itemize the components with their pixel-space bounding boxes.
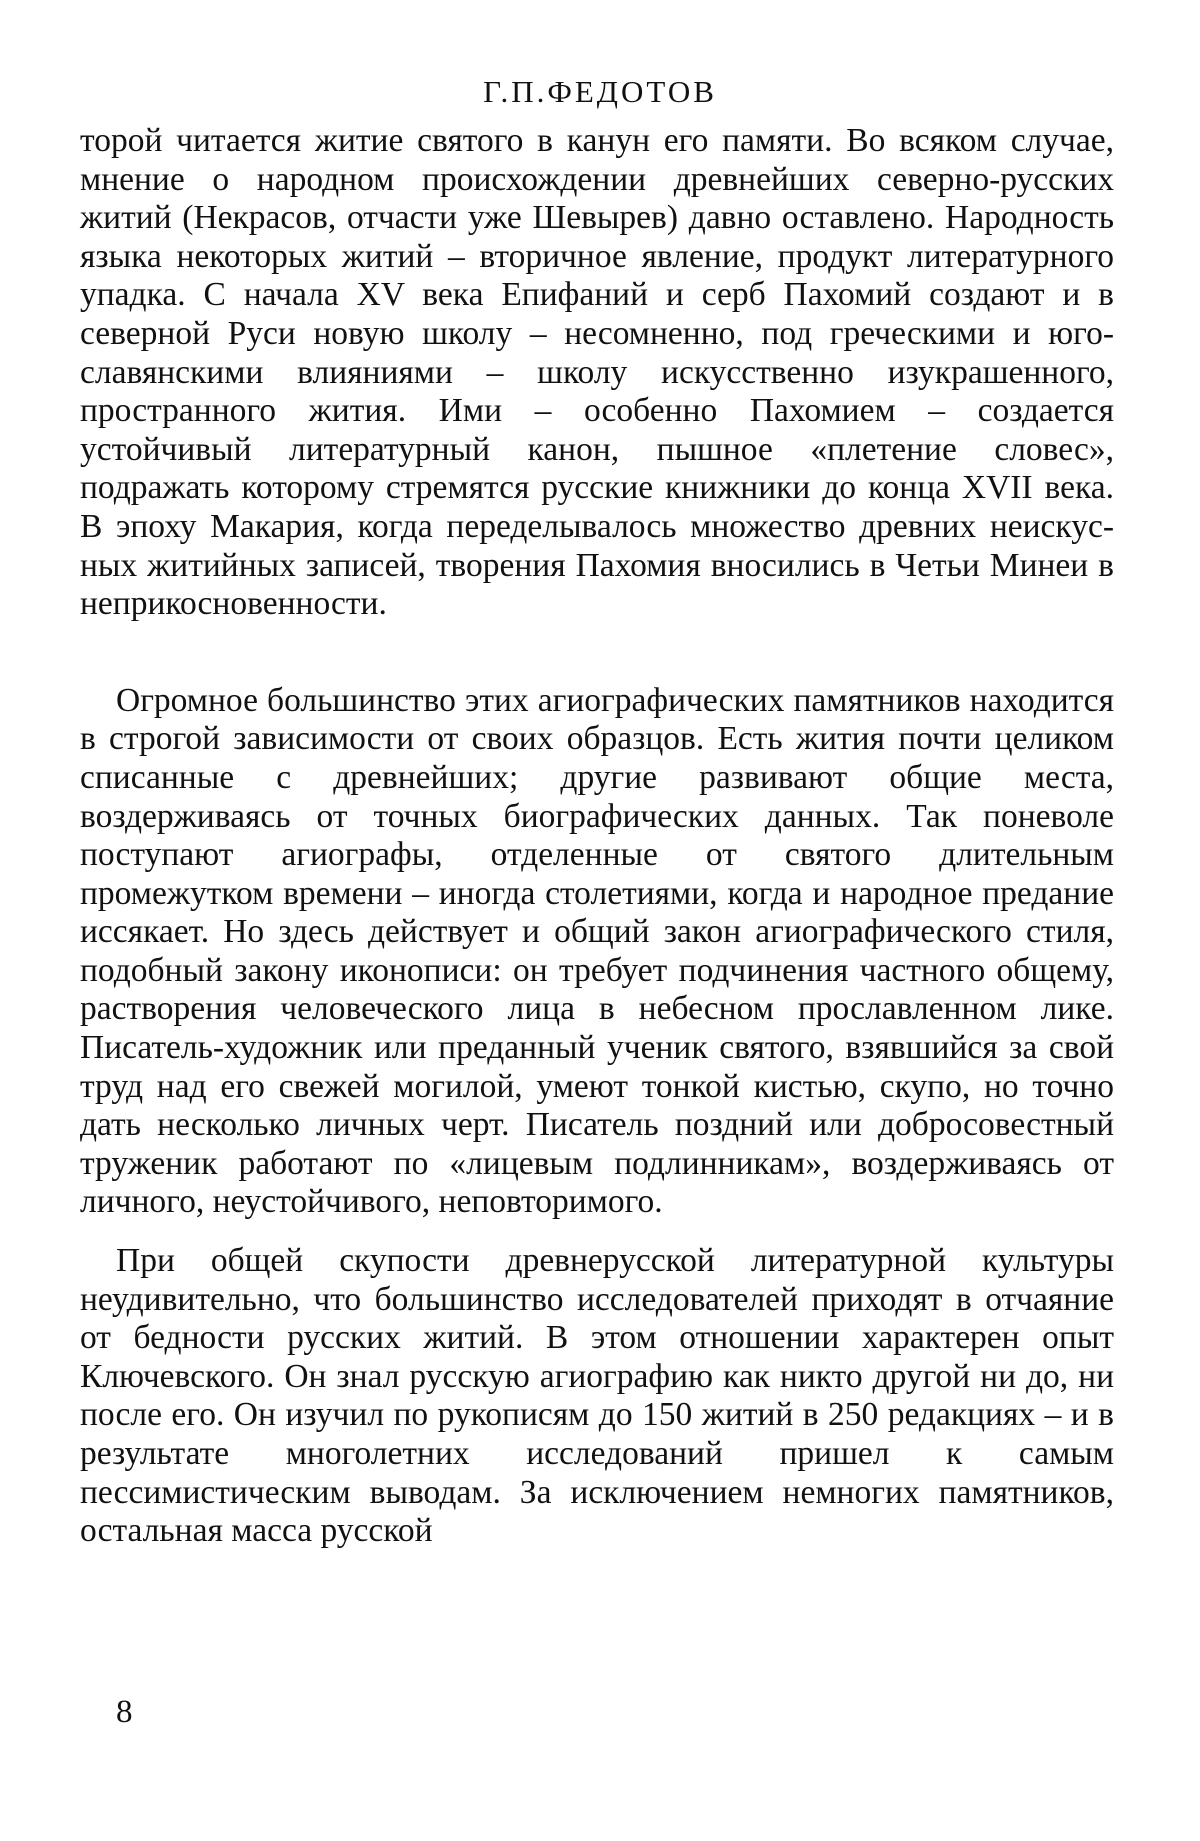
paragraph-3: При общей скупости древнерусской литературной культуры неудивительно, что большинство исследователей приходят в отчаяние от бедности русских житий. В этом отношении характерен опыт Ключевского. Он знал русскую агиографию как никто другой ни до, ни после его. Он изучил по рукописям до 150 житий в 250 редакциях – и в результате многолетних исследований пришел к самым пессимистическим выводам. За исключением немногих памятников, остальная масса русской xyxy=(80,1242,1114,1550)
paragraph-2: Огромное большинство этих агиографических памятников находится в строгой зависимости от своих образцов. Есть жития почти целиком списанные с древнейших; другие развивают общие места, воздерживаясь от точных биографических данных. Так поневоле поступают агиографы, отделенные от святого длительным промежутком времени – иногда столетиями, когда и народное предание иссякает. Но здесь действует и общий закон агиографического стиля, подобный закону иконописи: он требует подчинения частного общему, растворения человеческого лица в небесном прославленном лике. Писатель-художник или преданный ученик святого, взявшийся за свой труд над его свежей могилой, умеют тонкой кистью, скупо, но точно дать несколько личных черт. Писатель поздний или добросовестный труженик работают по «лицевым подлинникам», воздерживаясь от личного, неустойчивого, неповторимого. xyxy=(80,681,1114,1221)
running-head: Г.П.ФЕДОТОВ xyxy=(483,74,717,109)
body-text xyxy=(80,122,1114,1551)
page-number: 8 xyxy=(116,1694,133,1730)
paragraph-1: торой читается житие святого в канун его памяти. Во всяком случае, мнение о народном происхождении древнейших северно-русских житий (Некрасов, отчасти уже Шевырев) давно оставлено. Народность языка некоторых житий – вторичное явление, продукт литературного упадка. С начала XV века Епифаний и серб Пахомий создают и в северной Руси новую школу – несомненно, под греческими и юго-славянскими влияниями – школу искусственно изукрашенного, пространного жития. Ими – особенно Пахомием – создается устойчивый литературный канон, пышное «плетение словес», подражать которому стремятся русские книжники до конца XVII века. В эпоху Макария, когда переделывалось множество древних неискусных житийных записей, творения Пахомия вносились в Четьи Минеи в неприкосновенности. xyxy=(80,122,1114,623)
